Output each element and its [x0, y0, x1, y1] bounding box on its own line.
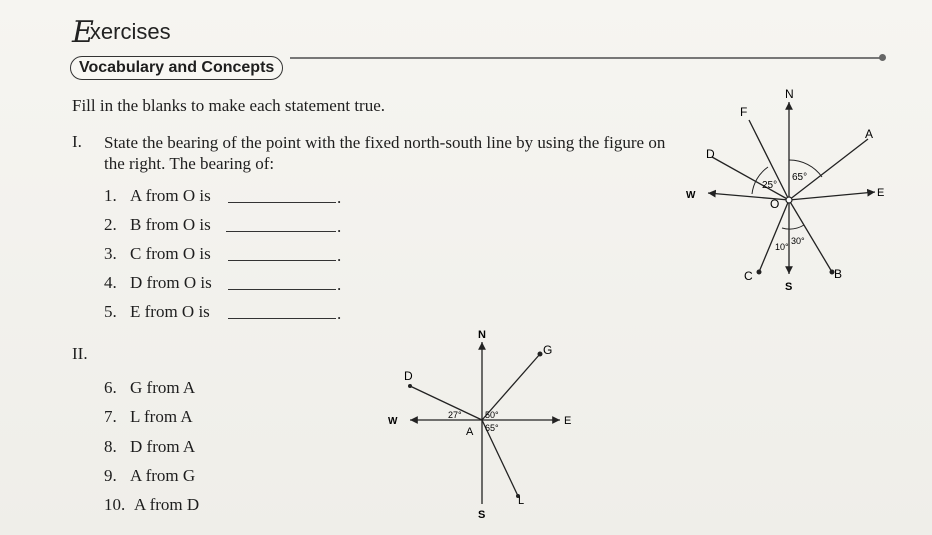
question-number: 5. — [104, 302, 117, 321]
period-4: . — [337, 275, 342, 294]
question-7 — [104, 407, 193, 427]
question-8 — [104, 437, 195, 457]
label-b: B — [834, 267, 843, 281]
section-1-text-line1: State the bearing of the point with the fixed north-south line by using the figure on — [104, 133, 666, 152]
answer-blank-2[interactable] — [226, 231, 336, 232]
angle-label-27: 27° — [448, 410, 462, 420]
label-e: E — [564, 415, 572, 427]
bearing-figure-2 — [380, 320, 590, 530]
answer-blank-5[interactable] — [228, 318, 336, 319]
angle-label-65: 65° — [485, 423, 499, 433]
question-2 — [104, 215, 211, 235]
question-6 — [104, 378, 195, 398]
ray-ad — [410, 386, 482, 420]
origin-point-o — [786, 197, 792, 203]
angle-arc-10-30 — [782, 225, 804, 229]
point-g — [538, 352, 543, 357]
question-text: A from D — [134, 495, 200, 514]
question-3 — [104, 244, 211, 264]
point-d — [408, 384, 412, 388]
label-a: A — [865, 127, 874, 141]
section-2-number: II. — [72, 344, 88, 363]
angle-label-25: 25° — [762, 180, 778, 191]
angle-label-65: 65° — [792, 172, 808, 183]
instruction-text: Fill in the blanks to make each statement true. — [72, 96, 385, 115]
label-f: F — [740, 105, 748, 119]
question-number: 9. — [104, 466, 117, 485]
period-3: . — [337, 246, 342, 265]
question-number: 1. — [104, 186, 117, 205]
answer-blank-4[interactable] — [228, 289, 336, 290]
question-text: L from A — [130, 407, 193, 426]
header-rule-dot — [879, 54, 886, 61]
question-5 — [104, 302, 210, 322]
question-9 — [104, 466, 195, 486]
question-1 — [104, 186, 211, 206]
exercises-title-initial: E — [72, 15, 94, 50]
label-g: G — [543, 343, 553, 357]
label-s: S — [785, 281, 793, 293]
point-c — [757, 270, 762, 275]
question-text: G from A — [130, 378, 196, 397]
label-l: L — [518, 495, 525, 507]
question-text: D from A — [130, 437, 196, 456]
question-text: E from O is — [130, 302, 210, 321]
question-number: 4. — [104, 273, 117, 292]
period-2: . — [337, 217, 342, 236]
section-pill-vocabulary: Vocabulary and Concepts — [70, 56, 283, 80]
question-text: A from O is — [130, 186, 211, 205]
label-d: D — [706, 147, 715, 161]
question-number: 8. — [104, 437, 117, 456]
question-10 — [104, 495, 199, 515]
ray-od — [712, 157, 789, 200]
angle-label-10: 10° — [775, 242, 789, 252]
question-number: 2. — [104, 215, 117, 234]
question-number: 3. — [104, 244, 117, 263]
label-o: O — [770, 197, 780, 211]
question-text: D from O is — [130, 273, 212, 292]
label-w: W — [686, 190, 696, 201]
label-a: A — [466, 426, 474, 438]
angle-label-30: 30° — [791, 236, 805, 246]
label-w: W — [388, 416, 398, 427]
question-text: B from O is — [130, 215, 211, 234]
answer-blank-3[interactable] — [228, 260, 336, 261]
exercises-title — [72, 12, 171, 50]
question-4 — [104, 273, 212, 293]
label-n: N — [478, 329, 486, 341]
header-rule — [290, 57, 882, 59]
angle-label-50: 50° — [485, 410, 499, 420]
exercises-title-rest: xercises — [89, 19, 171, 44]
answer-blank-1[interactable] — [228, 202, 336, 203]
section-1-text-line2: the right. The bearing of: — [104, 154, 275, 173]
label-e: E — [877, 187, 885, 199]
question-number: 10. — [104, 495, 126, 514]
question-text: A from G — [130, 466, 196, 485]
period-5: . — [337, 304, 342, 323]
bearing-figure-1 — [670, 82, 890, 302]
label-c: C — [744, 269, 753, 283]
question-text: C from O is — [130, 244, 211, 263]
section-1-number: I. — [72, 132, 82, 151]
label-n: N — [785, 87, 794, 101]
label-d: D — [404, 369, 413, 383]
question-number: 6. — [104, 378, 117, 397]
label-s: S — [478, 509, 486, 521]
question-number: 7. — [104, 407, 117, 426]
ray-oa — [789, 139, 868, 200]
period-1: . — [337, 188, 342, 207]
